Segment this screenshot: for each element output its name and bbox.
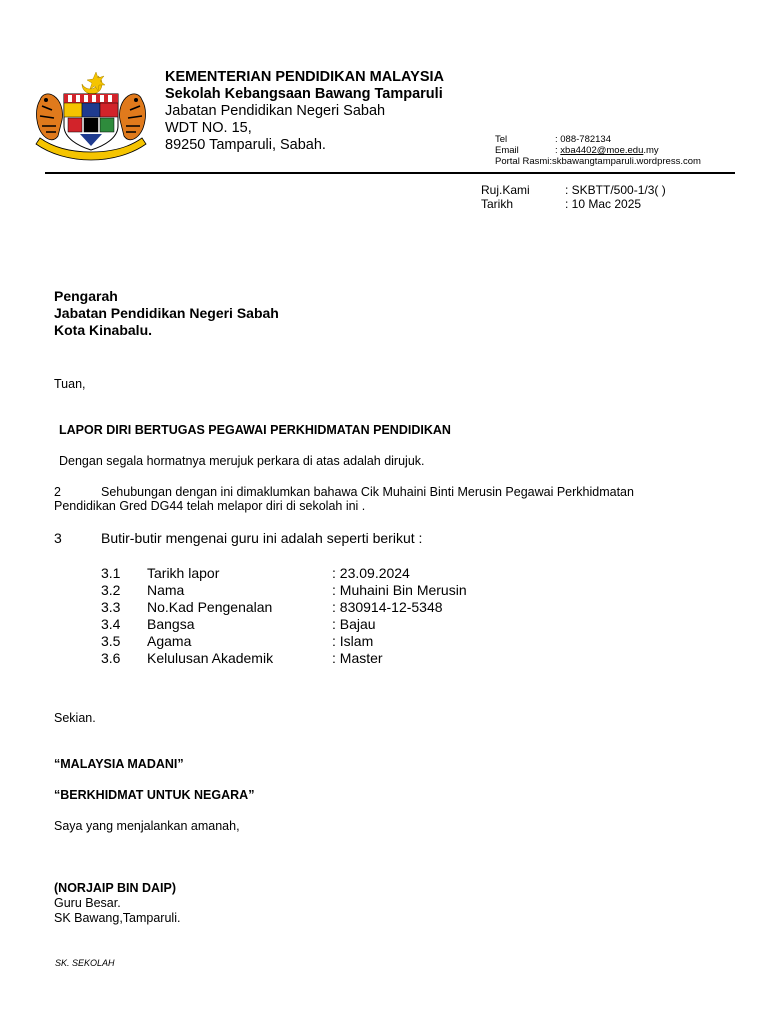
tel-value: : 088-782134: [555, 134, 611, 145]
ministry-title: KEMENTERIAN PENDIDIKAN MALAYSIA: [165, 69, 445, 85]
paragraph-3-number: 3: [54, 530, 62, 546]
signatory-organization: SK Bawang,Tamparuli.: [54, 911, 181, 925]
detail-label: Tarikh lapor: [147, 565, 220, 581]
detail-number: 3.2: [101, 582, 121, 598]
closing: Sekian.: [54, 711, 96, 725]
email-label: Email: [495, 145, 519, 156]
detail-label: No.Kad Pengenalan: [147, 599, 273, 615]
ruj-label: Ruj.Kami: [481, 183, 530, 197]
teacher-details-list: [101, 565, 501, 669]
contact-email: [495, 145, 659, 156]
detail-label: Kelulusan Akademik: [147, 650, 274, 666]
slogan-malaysia-madani: “MALAYSIA MADANI”: [54, 757, 184, 771]
signatory-name: (NORJAIP BIN DAIP): [54, 881, 177, 895]
subject-line: LAPOR DIRI BERTUGAS PEGAWAI PERKHIDMATAN PENDIDIKAN: [59, 423, 451, 437]
paragraph-2-number: 2: [54, 485, 61, 499]
reference-tarikh: [481, 197, 641, 211]
email-suffix: .my: [643, 145, 659, 156]
detail-value: : Islam: [332, 633, 374, 649]
recipient-line-2: Jabatan Pendidikan Negeri Sabah: [54, 305, 279, 321]
portal-label: Portal Rasmi: [495, 156, 550, 167]
header-divider: [45, 172, 735, 174]
paragraph-2-text: Sehubungan dengan ini dimaklumkan bahawa Cik Muhaini Binti Merusin Pegawai Perkhidmatan: [101, 485, 634, 499]
detail-value: : Bajau: [332, 616, 376, 632]
ruj-value: : SKBTT/500-1/3( ): [565, 183, 666, 197]
recipient-line-3: Kota Kinabalu.: [54, 322, 153, 338]
detail-number: 3.5: [101, 633, 121, 649]
salutation: Tuan,: [54, 377, 86, 391]
detail-number: 3.3: [101, 599, 121, 615]
detail-label: Agama: [147, 633, 192, 649]
email-link[interactable]: xba4402@moe.edu: [560, 145, 644, 156]
detail-value: : Muhaini Bin Merusin: [332, 582, 467, 598]
slogan-berkhidmat: “BERKHIDMAT UNTUK NEGARA”: [54, 788, 255, 802]
detail-number: 3.4: [101, 616, 121, 632]
detail-label: Bangsa: [147, 616, 195, 632]
address-line-2: WDT NO. 15,: [165, 120, 252, 136]
detail-value: : 830914-12-5348: [332, 599, 443, 615]
malaysia-coat-of-arms-logo: [30, 70, 152, 162]
reference-ruj: [481, 183, 666, 197]
address-line-1: Jabatan Pendidikan Negeri Sabah: [165, 103, 386, 119]
paragraph-3-text: Butir-butir mengenai guru ini adalah seperti berikut :: [101, 530, 423, 546]
detail-value: : 23.09.2024: [332, 565, 410, 581]
trust-line: Saya yang menjalankan amanah,: [54, 819, 240, 833]
tarikh-value: : 10 Mac 2025: [565, 197, 642, 211]
contact-portal: [495, 156, 701, 167]
detail-number: 3.1: [101, 565, 121, 581]
email-colon: :: [555, 145, 561, 156]
school-name: Sekolah Kebangsaan Bawang Tamparuli: [165, 86, 443, 102]
detail-value: : Master: [332, 650, 383, 666]
recipient-line-1: Pengarah: [54, 288, 118, 304]
paragraph-3: [54, 530, 422, 546]
intro-paragraph: Dengan segala hormatnya merujuk perkara di atas adalah dirujuk.: [59, 454, 425, 468]
address-line-3: 89250 Tamparuli, Sabah.: [165, 137, 326, 153]
signatory-title: Guru Besar.: [54, 896, 121, 910]
tel-label: Tel: [495, 134, 508, 145]
detail-number: 3.6: [101, 650, 121, 666]
contact-tel: [495, 134, 611, 145]
footer-note: SK. SEKOLAH: [55, 958, 115, 968]
portal-value: :skbawangtamparuli.wordpress.com: [549, 156, 701, 167]
tarikh-label: Tarikh: [481, 197, 514, 211]
paragraph-2-line-1: [54, 485, 634, 499]
detail-label: Nama: [147, 582, 185, 598]
paragraph-2-line-2: Pendidikan Gred DG44 telah melapor diri di sekolah ini .: [54, 499, 366, 513]
